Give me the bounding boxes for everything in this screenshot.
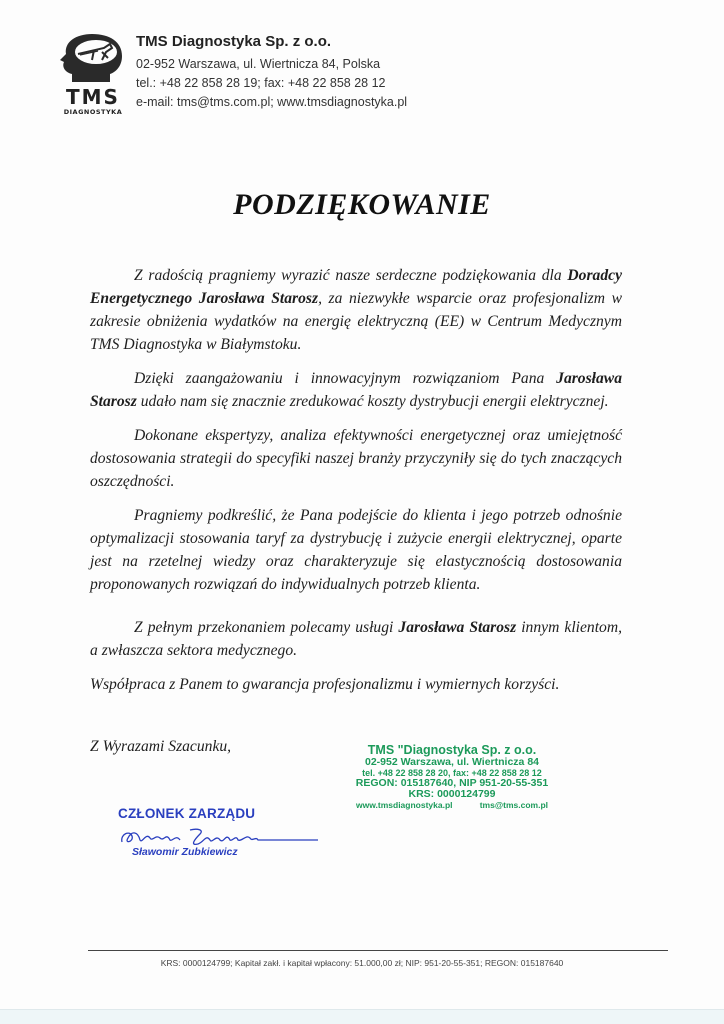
head-profile-logo-icon	[58, 30, 128, 86]
paragraph-text: Z pełnym przekonaniem polecamy usługi	[134, 619, 399, 636]
paragraph-text: , za niezwykłe wsparcie oraz profesjonalizm w zakresie obniżenia wydatków na energię elektryczną (EE) w Centrum Medycznym TMS Diagnostyka w Białymstoku.	[90, 290, 622, 353]
footer-divider	[88, 950, 668, 951]
paragraph-6: Współpraca z Panem to gwarancja profesjonalizmu i wymiernych korzyści.	[90, 676, 560, 693]
stamp-web: www.tmsdiagnostyka.pl	[356, 800, 453, 810]
page-edge	[0, 1009, 724, 1024]
footer-registration-info: KRS: 0000124799; Kapitał zakł. i kapitał wpłacony: 51.000,00 zł; NIP: 951-20-55-351; REGON: 015187640	[160, 958, 564, 968]
company-stamp	[352, 743, 552, 811]
bold-name: Jarosława Starosz	[398, 619, 517, 636]
paragraph-text: udało nam się znacznie zredukować koszty dystrybucji energii elektrycznej.	[136, 393, 609, 410]
stamp-line-4: REGON: 015187640, NIP 951-20-55-351	[355, 777, 549, 789]
stamp-email: tms@tms.com.pl	[479, 800, 548, 810]
signatory-role: CZŁONEK ZARZĄDU	[118, 806, 256, 821]
signature-block	[118, 806, 338, 858]
paragraph-text: innym klientom, a zwłaszcza sektora medycznego.	[90, 619, 623, 659]
company-name: TMS Diagnostyka Sp. z o.o.	[136, 33, 332, 50]
logo-subtitle: DIAGNOSTYKA	[63, 108, 123, 116]
stamp-line-5: KRS: 0000124799	[408, 788, 496, 800]
company-address: 02-952 Warszawa, ul. Wiertnicza 84, Polska	[136, 57, 381, 71]
paragraph-4: Pragniemy podkreślić, że Pana podejście do klienta i jego potrzeb odnośnie optymalizacji stosowania taryf za dystrybucję i zużycie energii elektrycznej, oparte jest na rzetelnej wiedzy oraz charakteryzuje się elastycznością dostosowania proponowanych rozwiązań do indywidualnych potrzeb klienta.	[90, 507, 622, 593]
bold-name: Doradcy Energetycznego Jarosława Starosz	[90, 267, 622, 307]
stamp-line-2: 02-952 Warszawa, ul. Wiertnicza 84	[364, 756, 539, 768]
closing-salutation: Z Wyrazami Szacunku,	[90, 738, 232, 755]
stamp-line-1: TMS "Diagnostyka Sp. z o.o.	[367, 743, 537, 757]
paragraph-1	[90, 264, 622, 356]
paragraph-text: Dzięki zaangażowaniu i innowacyjnym rozwiązaniom Pana	[134, 370, 557, 387]
bold-name: Jarosława Starosz	[90, 370, 622, 410]
paragraph-2	[90, 367, 622, 413]
company-phone-fax: tel.: +48 22 858 28 19; fax: +48 22 858 28 12	[136, 76, 386, 90]
company-email-web: e-mail: tms@tms.com.pl; www.tmsdiagnostyka.pl	[136, 95, 408, 109]
signatory-name: Sławomir Zubkiewicz	[132, 846, 238, 858]
letter-body	[90, 264, 622, 707]
paragraph-text: Z radością pragniemy wyrazić nasze serdeczne podziękowania dla	[134, 267, 568, 284]
paragraph-5	[90, 616, 622, 662]
company-logo	[58, 30, 128, 118]
company-letterhead	[136, 33, 407, 112]
document-title: PODZIĘKOWANIE	[233, 188, 491, 221]
stamp-line-3: tel. +48 22 858 28 20, fax: +48 22 858 28 12	[362, 768, 542, 778]
paragraph-3: Dokonane ekspertyzy, analiza efektywności energetycznej oraz umiejętność dostosowania strategii do specyfiki naszej branży przyczyniły się do tych znaczących oszczędności.	[90, 427, 622, 490]
logo-title: TMS	[66, 85, 120, 109]
stamp-line-6	[352, 800, 552, 811]
